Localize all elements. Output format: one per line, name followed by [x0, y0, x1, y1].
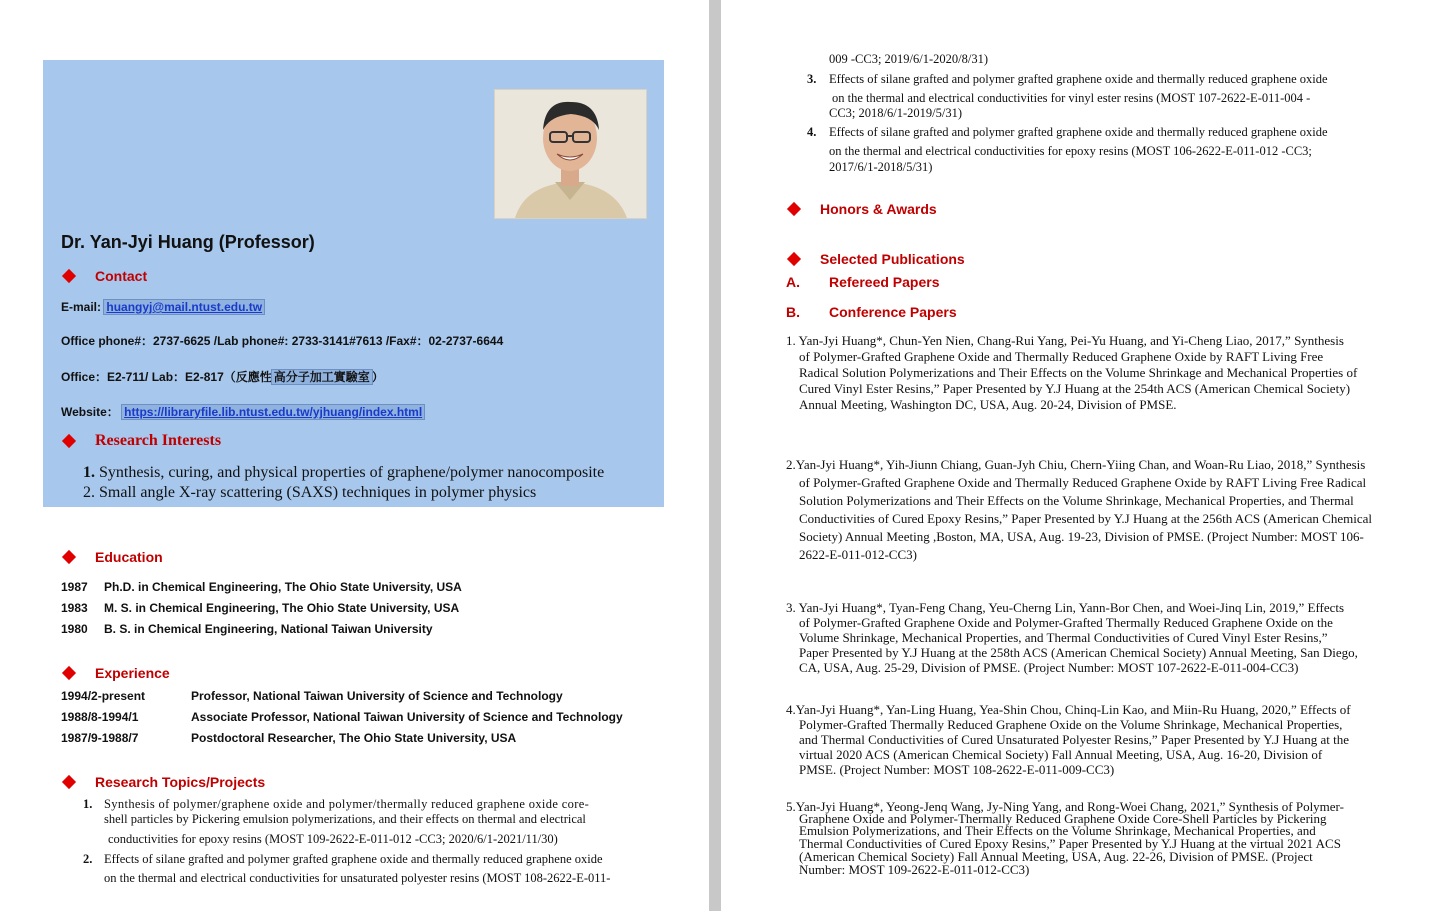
email-label: E-mail:	[61, 300, 102, 314]
project-line: shell particles by Pickering emulsion polymerizations, and their effects on thermal and electrical	[104, 812, 586, 826]
portrait-image	[495, 90, 646, 218]
project-number: 2.	[83, 852, 93, 866]
research-item: 1. Synthesis, curing, and physical properties of graphene/polymer nanocomposite	[83, 464, 605, 481]
honors-heading: Honors & Awards	[820, 201, 937, 217]
project-number: 4.	[807, 125, 817, 139]
project-line: Effects of silane grafted and polymer grafted graphene oxide and thermally reduced graphene oxide	[104, 852, 603, 866]
projects-bullet-icon	[62, 775, 76, 789]
project-number: 1.	[83, 797, 93, 811]
project-line: 2017/6/1-2018/5/31)	[829, 160, 933, 174]
email-link[interactable]: huangyj@mail.ntust.edu.tw	[106, 300, 263, 314]
experience-row: 1987/9-1988/7 Postdoctoral Researcher, The Ohio State University, USA	[61, 731, 517, 745]
project-line: conductivities for epoxy resins (MOST 109-2622-E-011-012 -CC3; 2020/6/1-2021/11/30)	[108, 832, 558, 846]
left-page	[0, 0, 709, 911]
publications-bullet-icon	[787, 252, 801, 266]
project-line: Synthesis of polymer/graphene oxide and polymer/thermally reduced graphene oxide core-	[104, 797, 590, 811]
project-line: CC3; 2018/6/1-2019/5/31)	[829, 106, 962, 120]
education-row: 1983 M. S. in Chemical Engineering, The Ohio State University, USA	[61, 601, 460, 615]
website-row	[61, 403, 424, 420]
project-line: Effects of silane grafted and polymer grafted graphene oxide and thermally reduced graphene oxide	[829, 125, 1328, 139]
refereed-letter: A.	[786, 274, 800, 290]
education-bullet-icon	[62, 550, 76, 564]
experience-bullet-icon	[62, 666, 76, 680]
conference-heading: Conference Papers	[829, 304, 957, 320]
person-name: Dr. Yan-Jyi Huang (Professor)	[61, 232, 315, 252]
research-heading: Research Interests	[95, 432, 222, 449]
education-row: 1987 Ph.D. in Chemical Engineering, The Ohio State University, USA	[61, 580, 462, 594]
website-label: Website：	[61, 405, 119, 419]
office-row	[61, 368, 384, 385]
page-gutter	[709, 0, 721, 911]
projects-heading: Research Topics/Projects	[95, 774, 266, 790]
profile-photo	[494, 89, 647, 219]
experience-heading: Experience	[95, 665, 170, 681]
education-heading: Education	[95, 549, 163, 565]
project-line: on the thermal and electrical conductivities for epoxy resins (MOST 106-2622-E-011-012 -CC3;	[829, 144, 1312, 158]
project-line: on the thermal and electrical conductivities for unsaturated polyester resins (MOST 108-2622-E-011-	[104, 871, 611, 885]
right-page: 009 -CC3; 2019/6/1-2020/8/31) 3. Effects of silane grafted and polymer grafted graphene oxide and thermally reduced graphene oxide on the thermal and electrical conductivities for vinyl ester resins (MOST 107-2622-E-011-004 - CC3; 2018/6/1-2019/5/31) 4. Effects of silane grafted and polymer grafted graphene oxide and thermally reduced graphene oxide on the thermal and electrical conductivities for epoxy resins (MOST 106-2622-E-011-012 -CC3; 2017/6/1-2018/5/31) Honors & Awards Selected Publications A. Refereed Papers B. Conference Papers 1. Yan-Jyi Huang*, Chun-Yen Nien, Chang-Rui Yang, Pei-Yu Huang, and Yi-Cheng Liao, 2017,” Synthesis of Polymer-Grafted Graphene Oxide and Thermally Reduced Graphene Oxide by RAFT Living Free Radical Solution Polymerizations and Their Effects on the Volume Shrinkage and Mechanical Properties of Cured Vinyl Ester Resins,” Paper Presented by Y.J Huang at the 254th ACS (American Chemical Society) Annual Meeting, Washington DC, USA, Aug. 20-24, Division of PMSE. 2.Yan-Jyi Huang*, Yih-Jiunn Chiang, Guan-Jyh Chiu, Chern-Yiing Chan, and Woan-Ru Liao, 2018,” Synthesis of Polymer-Grafted Graphene Oxide and Thermally Reduced Graphene Oxide by RAFT Living Free Radical Solution Polymerizations and Their Effects on the Volume Shrinkage, Mechanical Properties, and Thermal Conductivities of Cured Epoxy Resins,” Paper Presented by Y.J Huang at the 256th ACS (American Chemical Society) Annual Meeting ,Boston, MA, USA, Aug. 19-23, Division of PMSE. (Project Number: MOST 106- 2622-E-011-012-CC3) 3. Yan-Jyi Huang*, Tyan-Feng Chang, Yeu-Cherng Lin, Yann-Bor Chen, and Woei-Jinq Lin, 2019,” Effects of Polymer-Grafted Graphene Oxide and Polymer-Grafted Thermally Reduced Graphene Oxide on the Volume Shrinkage, Mechanical Properties, and Thermal Conductivities of Cured Vinyl Ester Resins,” Paper Presented by Y.J Huang at the 258th ACS (American Chemical Society) Annual Meeting, San Diego, CA, USA, Aug. 25-29, Division of PMSE. (Project Number: MOST 107-2622-E-011-004-CC3) 4.Yan-Jyi Huang*, Yan-Ling Huang, Yea-Shin Chou, Chinq-Lin Kao, and Miin-Ru Huang, 2020,” Effects of Polymer-Grafted Thermally Reduced Graphene Oxide on the Volume Shrinkage, Mechanical Properties, and Thermal Conductivities of Cured Unsaturated Polyester Resins,” Paper Presented by Y.J Huang at the virtual 2020 ACS (American Chemical Society) Fall Annual Meeting, USA, Aug. 16-20, Division of PMSE. (Project Number: MOST 108-2622-E-011-009-CC3) 5.Yan-Jyi Huang*, Yeong-Jenq Wang, Jy-Ning Yang, and Rong-Woei Chang, 2021,” Synthesis of Polymer- Graphene Oxide and Polymer-Thermally Reduced Graphene Oxide Core-Shell Particles by Pickering Emulsion Polymerizations, and Their Effects on the Volume Shrinkage, Mechanical Properties, and Thermal Conductivities of Cured Epoxy Resins,” Paper Presented by Y.J Huang at the virtual 2021 ACS (American Chemical Society) Fall Annual Meeting, USA, Aug. 22-26, Division of PMSE. (Project Number: MOST 109-2622-E-011-012-CC3)	[721, 0, 1429, 911]
phone-line: Office phone#：2737-6625 /Lab phone#: 2733-3141#7613 /Fax#：02-2737-6644	[61, 334, 504, 348]
project-line: on the thermal and electrical conductivities for vinyl ester resins (MOST 107-2622-E-011-004 -	[832, 91, 1311, 105]
experience-row: 1988/8-1994/1 Associate Professor, National Taiwan University of Science and Technology	[61, 710, 623, 724]
research-item: 2. Small angle X-ray scattering (SAXS) techniques in polymer physics	[83, 484, 537, 501]
publications-heading: Selected Publications	[820, 251, 965, 267]
project-line: 009 -CC3; 2019/6/1-2020/8/31)	[829, 52, 989, 66]
project-number: 3.	[807, 72, 817, 86]
education-row: 1980 B. S. in Chemical Engineering, National Taiwan University	[61, 622, 433, 636]
email-row	[61, 300, 264, 314]
lab-name-highlight: 高分子加工實驗室	[273, 370, 370, 384]
experience-row: 1994/2-present Professor, National Taiwan University of Science and Technology	[61, 689, 563, 703]
office-suffix: ）	[371, 370, 384, 384]
refereed-heading: Refereed Papers	[829, 274, 940, 290]
honors-bullet-icon	[787, 202, 801, 216]
website-link[interactable]: https://libraryfile.lib.ntust.edu.tw/yjhuang/index.html	[124, 405, 423, 419]
project-line: Effects of silane grafted and polymer grafted graphene oxide and thermally reduced graphene oxide	[829, 72, 1328, 86]
office-text: Office：E2-711/ Lab：E2-817（反應性	[61, 370, 272, 384]
conference-letter: B.	[786, 304, 800, 320]
contact-heading: Contact	[95, 268, 148, 284]
